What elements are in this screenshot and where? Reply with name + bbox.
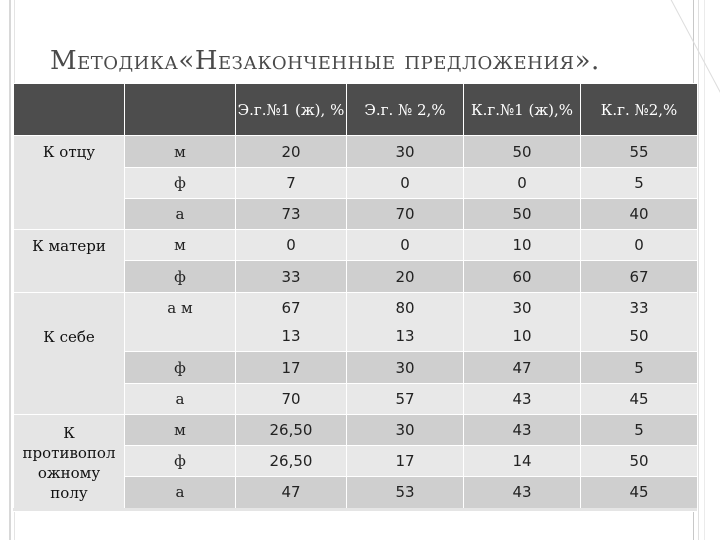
table-cell: 14 [464,446,581,477]
table-cell: 0 [347,230,464,261]
row-subcategory: ф [125,446,236,477]
cell-value: 30 [512,299,532,317]
table-cell: 0 [581,230,698,261]
table-cell: 47 [236,477,347,512]
table-cell: 20 [236,136,347,168]
cell-value: 67 [281,299,301,317]
table-cell: 5 [581,352,698,384]
table-row [14,415,698,446]
table-cell: 70 [236,384,347,415]
header-empty-cell [14,84,125,136]
table-header-row [14,84,698,136]
table-cell: 0 [236,230,347,261]
row-subcategory: а [125,384,236,415]
table-bottom-band [13,508,697,511]
header-empty-cell [125,84,236,136]
column-header: К.г.№1 (ж),% [464,84,581,136]
row-category: К противопол ожному полу [14,415,125,512]
table-cell: 40 [581,199,698,230]
cell-value: 80 [395,299,415,317]
table-cell: 45 [581,477,698,512]
row-subcategory: ф [125,352,236,384]
table-row [14,293,698,352]
table-cell [347,293,464,352]
table-cell [236,293,347,352]
row-subcategory: ф [125,261,236,293]
table-cell: 10 [464,230,581,261]
cell-value: 50 [629,327,649,345]
table-cell: 43 [464,384,581,415]
slide-title: Методика«Незаконченные предложения». [50,46,600,76]
table-cell: 47 [464,352,581,384]
table-cell: 33 [236,261,347,293]
table-cell: 43 [464,477,581,512]
table-cell: 5 [581,415,698,446]
cell-value: 13 [395,327,415,345]
table-cell: 67 [581,261,698,293]
cell-value: 33 [629,299,649,317]
table-cell: 60 [464,261,581,293]
table-cell: 50 [464,199,581,230]
table-cell: 55 [581,136,698,168]
column-header: К.г. №2,% [581,84,698,136]
table-cell: 45 [581,384,698,415]
table-cell: 73 [236,199,347,230]
row-subcategory: м [125,136,236,168]
row-subcategory: м [125,230,236,261]
results-table [13,83,698,512]
cell-value: 13 [281,327,301,345]
table-cell: 70 [347,199,464,230]
row-category: К отцу [14,136,125,230]
table-cell: 17 [236,352,347,384]
column-header: Э.г. № 2,% [347,84,464,136]
cell-value: 10 [512,327,532,345]
row-subcategory: ф [125,168,236,199]
table-cell: 7 [236,168,347,199]
row-subcategory: м [125,415,236,446]
table-row [14,136,698,168]
table-cell: 30 [347,352,464,384]
table-cell: 50 [581,446,698,477]
decor-line [9,0,11,540]
table-cell: 17 [347,446,464,477]
table-cell: 50 [464,136,581,168]
table-cell: 0 [464,168,581,199]
table-cell: 43 [464,415,581,446]
row-category: К себе [14,293,125,415]
row-subcategory: а м [125,293,236,352]
row-subcategory: а [125,199,236,230]
table-row [14,230,698,261]
row-category: К матери [14,230,125,293]
decor-line [698,0,699,540]
column-header: Э.г.№1 (ж), % [236,84,347,136]
table-cell: 57 [347,384,464,415]
table-cell: 53 [347,477,464,512]
table-cell: 26,50 [236,446,347,477]
row-subcategory: а [125,477,236,512]
table-cell: 26,50 [236,415,347,446]
table-cell: 20 [347,261,464,293]
table-cell: 30 [347,415,464,446]
table-cell [464,293,581,352]
table-cell [581,293,698,352]
table-cell: 5 [581,168,698,199]
decor-line [704,0,705,540]
table-cell: 30 [347,136,464,168]
table-cell: 0 [347,168,464,199]
